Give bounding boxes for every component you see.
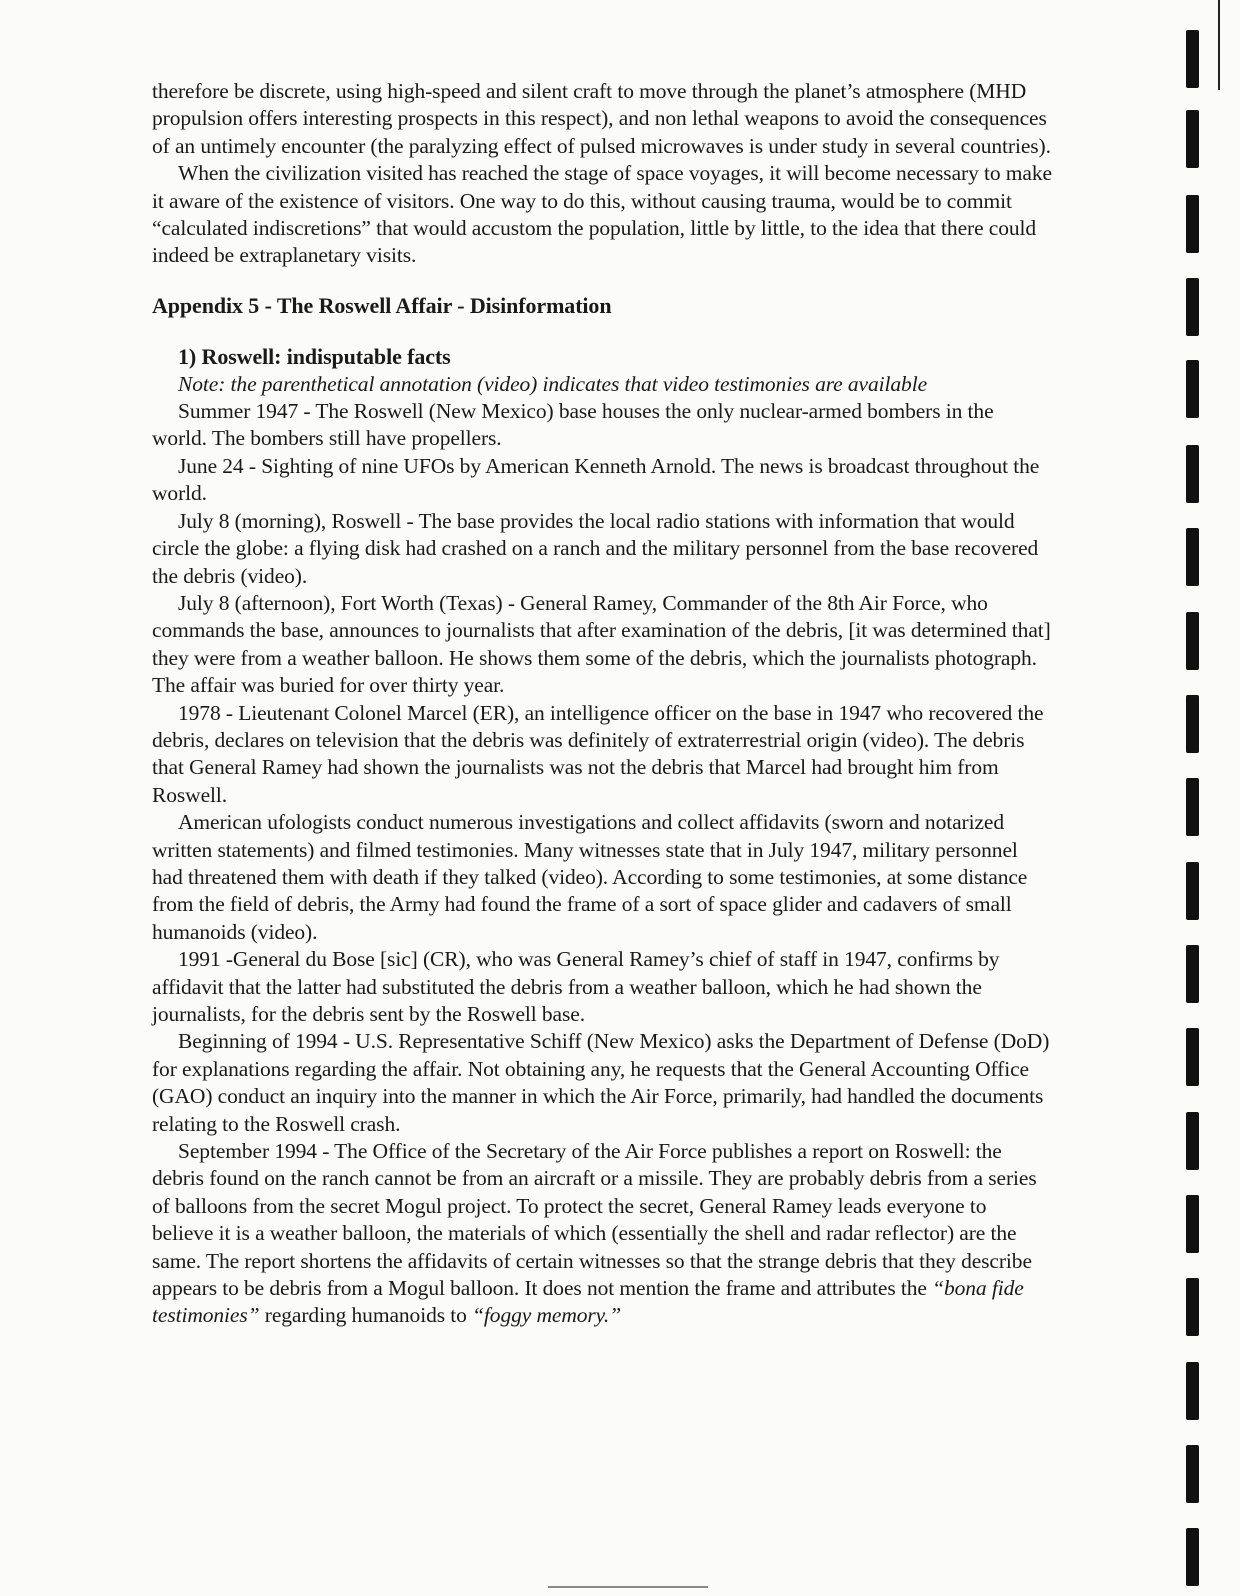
binding-hole: [1186, 1362, 1199, 1420]
binding-hole: [1186, 1445, 1199, 1503]
binding-hole: [1186, 695, 1199, 753]
binding-hole: [1186, 862, 1199, 920]
binding-hole: [1186, 778, 1199, 836]
fact-paragraph: July 8 (afternoon), Fort Worth (Texas) - General Ramey, Commander of the 8th Air Force, who commands the base, announces to journalists that after examination of the debris, [it was determined that] they were from a weather balloon. He shows them some of the debris, which the journalists photograph. The affair was buried for over thirty year.: [152, 590, 1051, 698]
binding-hole: [1186, 1028, 1199, 1086]
binding-holes: [1186, 0, 1206, 1596]
binding-hole: [1186, 445, 1199, 503]
binding-hole: [1186, 1195, 1199, 1253]
binding-hole: [1186, 110, 1199, 168]
quote-bona-fide: “bona fide testimonies”: [152, 1276, 1024, 1328]
last-fact-text: September 1994 - The Office of the Secretary of the Air Force publishes a report on Roswell: the debris found on the ranch cannot be from an aircraft or a missile. They are probably debris from a series of balloons from the secret Mogul project. To protect the secret, General Ramey leads everyone to believe it is a weather balloon, the materials of which (essentially the shell and radar reflector) are the same. The report shortens the affidavits of certain witnesses so that the strange debris that they describe appears to be debris from a Mogul balloon. It does not mention the frame and attributes the: [152, 1139, 1037, 1301]
fact-paragraph: Beginning of 1994 - U.S. Representative Schiff (New Mexico) asks the Department of Defense (DoD) for explanations regarding the affair. Not obtaining any, he requests that the General Accounting Office (GAO) conduct an inquiry into the manner in which the Air Force, primarily, had handled the documents relating to the Roswell crash.: [152, 1029, 1050, 1136]
fact-paragraph-last: [152, 1138, 1052, 1330]
binding-hole: [1186, 1278, 1199, 1336]
binding-hole: [1186, 195, 1199, 253]
binding-hole: [1186, 612, 1199, 670]
fact-paragraph: June 24 - Sighting of nine UFOs by American Kenneth Arnold. The news is broadcast throughout the world.: [152, 453, 1040, 506]
fact-paragraph: American ufologists conduct numerous investigations and collect affidavits (sworn and notarized written statements) and filmed testimonies. Many witnesses state that in July 1947, military personnel had threatened them with death if they talked (video). According to some testimonies, at some distance from the field of debris, the Army had found the frame of a sort of space glider and cadavers of small humanoids (video).: [152, 810, 1028, 944]
fact-paragraph: Summer 1947 - The Roswell (New Mexico) base houses the only nuclear-armed bombers in the world. The bombers still have propellers.: [152, 399, 994, 451]
last-fact-mid: regarding humanoids to: [259, 1303, 473, 1328]
quote-foggy-memory: “foggy memory.”: [472, 1303, 622, 1328]
section-heading: 1) Roswell: indisputable facts: [178, 344, 451, 370]
binding-hole: [1186, 30, 1199, 88]
fact-paragraph: 1978 - Lieutenant Colonel Marcel (ER), an intelligence officer on the base in 1947 who recovered the debris, declares on television that the debris was definitely of extraterrestrial origin (video). The debris that General Ramey had shown the journalists was not the debris that Marcel had brought him from Roswell.: [152, 700, 1044, 807]
binding-hole: [1186, 945, 1199, 1003]
binding-hole: [1186, 528, 1199, 586]
binding-hole: [1186, 278, 1199, 336]
fact-paragraph: 1991 -General du Bose [sic] (CR), who was General Ramey’s chief of staff in 1947, confirms by affidavit that the latter had substituted the debris from a weather balloon, which he had shown the journalists, for the debris sent by the Roswell base.: [152, 947, 1000, 1026]
binding-hole: [1186, 1112, 1199, 1170]
document-body: [152, 78, 1052, 1330]
appendix-heading: Appendix 5 - The Roswell Affair - Disinformation: [152, 292, 612, 318]
note-paragraph: Note: the parenthetical annotation (video) indicates that video testimonies are available: [178, 371, 928, 396]
binding-hole: [1186, 1528, 1199, 1586]
intro-paragraph-2: When the civilization visited has reached the stage of space voyages, it will become necessary to make it aware of the existence of visitors. One way to do this, without causing trauma, would be to commit “calculated indiscretions” that would accustom the population, little by little, to the idea that there could indeed be extraplanetary visits.: [152, 161, 1052, 268]
intro-paragraph-1: therefore be discrete, using high-speed and silent craft to move through the planet’s atmosphere (MHD propulsion offers interesting prospects in this respect), and non lethal weapons to avoid the consequences of an untimely encounter (the paralyzing effect of pulsed microwaves is under study in several countries).: [152, 79, 1051, 158]
bottom-rule: [548, 1586, 708, 1588]
binding-hole: [1186, 360, 1199, 418]
fact-paragraph: July 8 (morning), Roswell - The base provides the local radio stations with information that would circle the globe: a flying disk had crashed on a ranch and the military personnel from the base recovered the debris (video).: [152, 508, 1039, 588]
edge-line: [1218, 0, 1220, 90]
